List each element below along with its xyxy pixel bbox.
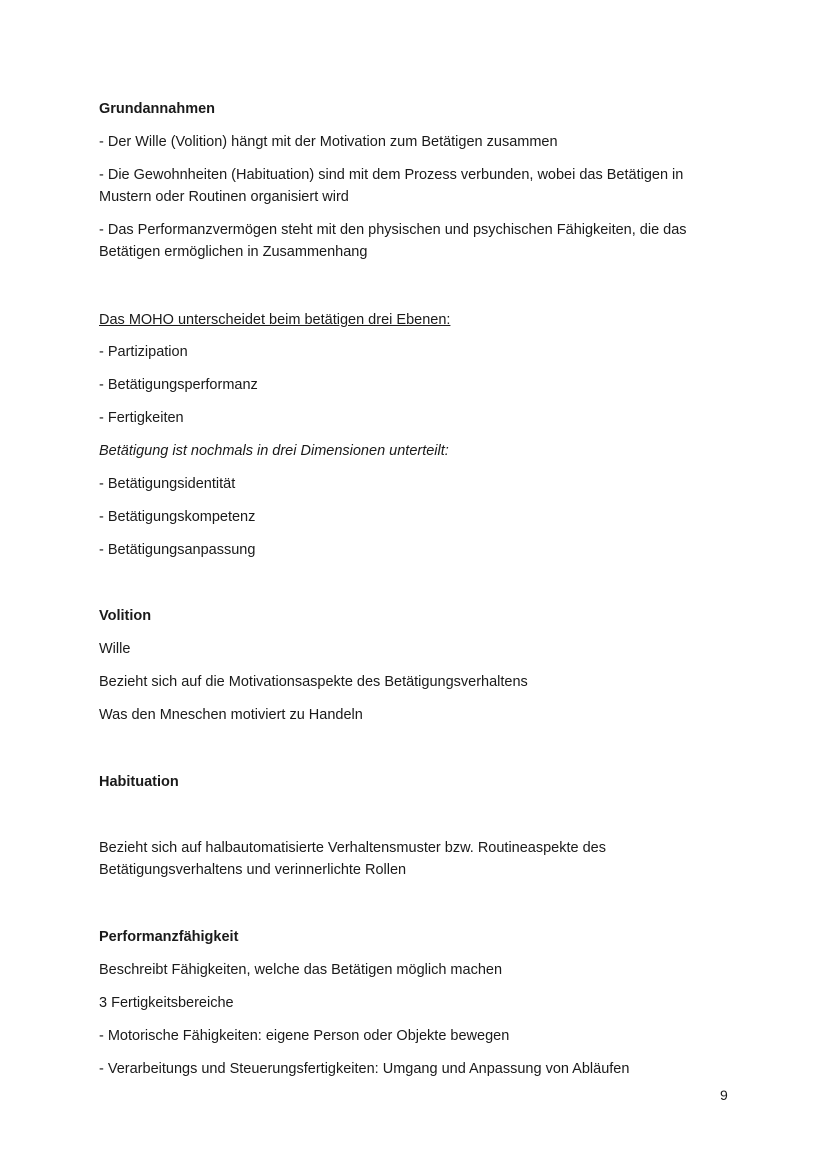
list-item: - Partizipation bbox=[99, 344, 188, 360]
list-item: - Verarbeitungs und Steuerungsfertigkeiten: Umgang und Anpassung von Abläufen bbox=[99, 1061, 630, 1077]
page-number: 9 bbox=[720, 1087, 728, 1103]
heading-ebenen: Das MOHO unterscheidet beim betätigen drei Ebenen: bbox=[99, 312, 451, 328]
paragraph-line: 3 Fertigkeitsbereiche bbox=[99, 995, 234, 1011]
list-item: - Betätigungskompetenz bbox=[99, 509, 256, 525]
list-item: - Betätigungsperformanz bbox=[99, 377, 258, 393]
list-item: - Betätigungsanpassung bbox=[99, 542, 256, 558]
list-item: - Fertigkeiten bbox=[99, 410, 184, 426]
paragraph-line: Was den Mneschen motiviert zu Handeln bbox=[99, 707, 363, 723]
paragraph-line: Beschreibt Fähigkeiten, welche das Betätigen möglich machen bbox=[99, 962, 503, 978]
heading-performanz: Performanzfähigkeit bbox=[99, 929, 239, 945]
paragraph-line: Wille bbox=[99, 641, 131, 657]
list-item: - Motorische Fähigkeiten: eigene Person oder Objekte bewegen bbox=[99, 1028, 510, 1044]
heading-volition: Volition bbox=[99, 608, 152, 624]
list-item: - Die Gewohnheiten (Habituation) sind mit dem Prozess verbunden, wobei das Betätigen in Mustern oder Routinen organisiert wird bbox=[99, 167, 684, 205]
list-item: - Betätigungsidentität bbox=[99, 476, 236, 492]
list-item: - Das Performanzvermögen steht mit den physischen und psychischen Fähigkeiten, die das Betätigen ermöglichen in Zusammenhang bbox=[99, 222, 687, 260]
subheading-dimensionen: Betätigung ist nochmals in drei Dimensionen unterteilt: bbox=[99, 443, 449, 459]
paragraph-habituation: Bezieht sich auf halbautomatisierte Verhaltensmuster bzw. Routineaspekte des Betätigungsverhaltens und verinnerlichte Rollen bbox=[99, 840, 606, 878]
heading-habituation: Habituation bbox=[99, 774, 179, 790]
paragraph-line: Bezieht sich auf die Motivationsaspekte des Betätigungsverhaltens bbox=[99, 674, 528, 690]
list-item: - Der Wille (Volition) hängt mit der Motivation zum Betätigen zusammen bbox=[99, 134, 558, 150]
heading-grundannahmen: Grundannahmen bbox=[99, 101, 216, 117]
